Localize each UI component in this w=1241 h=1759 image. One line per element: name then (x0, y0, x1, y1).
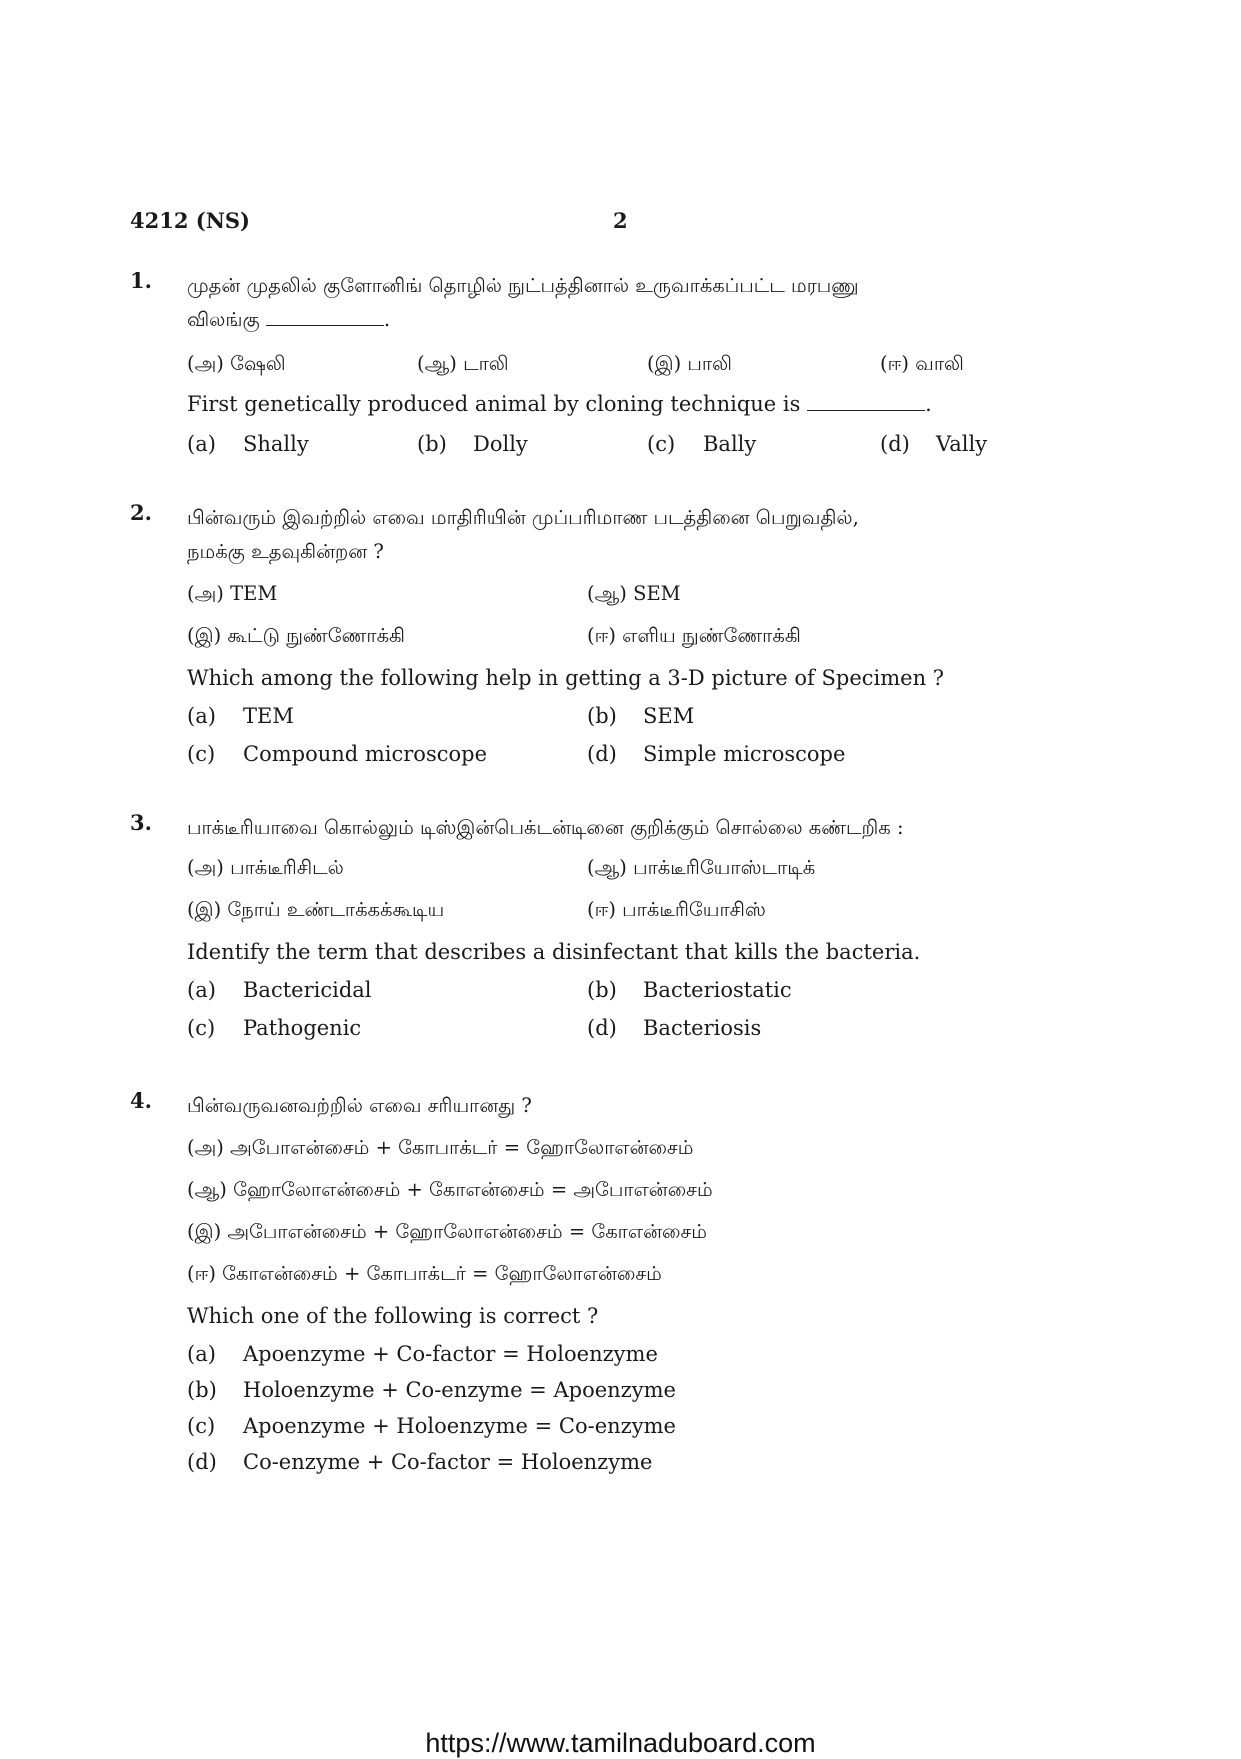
page-header (130, 208, 1030, 238)
question-stem-english: First genetically produced animal by cloning technique is . (187, 392, 932, 416)
question-number: 3. (130, 810, 152, 835)
question-stem-english: Which one of the following is correct ? (187, 1304, 599, 1328)
answer-blank (807, 390, 925, 411)
options-english-row (187, 972, 1060, 1010)
option-b: (b) Bacteriostatic (587, 978, 792, 1002)
footer-url[interactable]: https://www.tamilnaduboard.com (425, 1728, 816, 1758)
option-d: (d) Bacteriosis (587, 1016, 762, 1040)
question-number: 1. (130, 268, 152, 293)
option-d: (d) Simple microscope (587, 742, 846, 766)
option-c: (c) Apoenzyme + Holoenzyme = Co-enzyme (187, 1414, 676, 1438)
option-c-tamil: (இ) அபோஎன்சைம் + ஹோலோஎன்சைம் = கோஎன்சைம் (187, 1220, 707, 1243)
question-stem-tamil: முதன் முதலில் குளோனிங் தொழில் நுட்பத்தினால் உருவாக்கப்பட்ட மரபணு (187, 274, 859, 297)
question-stem-tamil: பின்வரும் இவற்றில் எவை மாதிரியின் முப்பரிமாண படத்தினை பெறுவதில், (187, 506, 859, 529)
question-stem-english: Which among the following help in getting a 3-D picture of Specimen ? (187, 666, 945, 690)
option-b: (b) SEM (587, 704, 695, 728)
options-english-row (187, 736, 1060, 774)
option-c: (c) Compound microscope (187, 742, 488, 766)
option-d-tamil: (ஈ) கோஎன்சைம் + கோபாக்டர் = ஹோலோஎன்சைம் (187, 1262, 662, 1285)
question-stem-tamil: பாக்டீரியாவை கொல்லும் டிஸ்இன்பெக்டன்டினை குறிக்கும் சொல்லை கண்டறிக : (187, 816, 904, 839)
option-d: (d) Vally (880, 432, 988, 456)
option-a: (a) Shally (187, 432, 309, 456)
options-english-row (187, 1010, 1060, 1048)
option-a-tamil: (அ) TEM (187, 582, 278, 605)
option-c-tamil: (இ) பாலி (647, 352, 732, 375)
question-number: 2. (130, 500, 152, 525)
option-a-tamil: (அ) அபோஎன்சைம் + கோபாக்டர் = ஹோலோஎன்சைம் (187, 1136, 694, 1159)
options-tamil-row (187, 576, 1060, 618)
option-c: (c) Pathogenic (187, 1016, 362, 1040)
option-b: (b) Holoenzyme + Co-enzyme = Apoenzyme (187, 1378, 676, 1402)
option-a: (a) TEM (187, 704, 294, 728)
option-c-tamil: (இ) கூட்டு நுண்ணோக்கி (187, 624, 406, 647)
option-d-tamil: (ஈ) பாக்டீரியோசிஸ் (587, 898, 766, 921)
options-tamil-row (187, 346, 1060, 386)
option-a-tamil: (அ) ஷேலி (187, 352, 286, 375)
exam-page: 4212 (NS) 2 1. முதன் முதலில் குளோனிங் தொழில் நுட்பத்தினால் உருவாக்கப்பட்ட மரபணு விலங்கு . (அ) ஷேலி (ஆ) டாலி (இ) பாலி (ஈ) வாலி First genetically produced animal by cloning technique is . (a) Shally (b) Dolly (c) Bally (d) Vally 2. பின்வரும் இவற்றில் எவை மாதிரியின் முப்பரிமாண படத்தினை பெறுவதில், நமக்கு உதவுகின்றன ? (அ) TEM (ஆ) SEM (இ) கூட்டு நுண்ணோக்கி (ஈ) எளிய நுண்ணோக்கி Which among the following help in getting a 3-D picture of Specimen ? (a) TEM (b) SEM (c) Compound microscope (d) Simple microscope 3. பாக்டீரியாவை கொல்லும் டிஸ்இன்பெக்டன்டினை குறிக்கும் சொல்லை கண்டறிக : (அ) பாக்டீரிசிடல் (ஆ) பாக்டீரியோஸ்டாடிக் (இ) நோய் உண்டாக்கக்கூடிய (ஈ) பாக்டீரியோசிஸ் Identify the term that describes a disinfectant that kills the bacteria. (a) Bactericidal (b) Bacteriostatic (c) Pathogenic (d) Bacteriosis 4. பின்வருவனவற்றில் எவை சரியானது ? (அ) அபோஎன்சைம் + கோபாக்டர் = ஹோலோஎன்சைம் (ஆ) ஹோலோஎன்சைம் + கோஎன்சைம் = அபோஎன்சைம் (இ) அபோஎன்சைம் + ஹோலோஎன்சைம் = கோஎன்சைம் (ஈ) கோஎன்சைம் + கோபாக்டர் = ஹோலோஎன்சைம் Which one of the following is correct ? (a) Apoenzyme + Co-factor = Holoenzyme (b) Holoenzyme + Co-enzyme = Apoenzyme (c) Apoenzyme + Holoenzyme = Co-enzyme (d) Co-enzyme + Co-factor = Holoenzyme https://www.tamilnaduboard.com (0, 0, 1241, 1754)
answer-blank (266, 305, 384, 326)
option-b-tamil: (ஆ) ஹோலோஎன்சைம் + கோஎன்சைம் = அபோஎன்சைம் (187, 1178, 713, 1201)
question-stem-tamil: பின்வருவனவற்றில் எவை சரியானது ? (187, 1094, 532, 1117)
option-a: (a) Bactericidal (187, 978, 372, 1002)
option-c: (c) Bally (647, 432, 757, 456)
options-tamil-row (187, 892, 1060, 934)
option-c-tamil: (இ) நோய் உண்டாக்கக்கூடிய (187, 898, 445, 921)
paper-code: 4212 (NS) (130, 208, 250, 233)
option-d-tamil: (ஈ) எளிய நுண்ணோக்கி (587, 624, 801, 647)
options-english-row (187, 426, 1060, 466)
question-stem-english: Identify the term that describes a disinfectant that kills the bacteria. (187, 940, 921, 964)
option-b-tamil: (ஆ) டாலி (417, 352, 509, 375)
question-number: 4. (130, 1088, 152, 1113)
options-tamil-row (187, 850, 1060, 892)
option-d: (d) Co-enzyme + Co-factor = Holoenzyme (187, 1450, 653, 1474)
option-b: (b) Dolly (417, 432, 528, 456)
option-d-tamil: (ஈ) வாலி (880, 352, 964, 375)
option-b-tamil: (ஆ) SEM (587, 582, 681, 605)
options-english-row (187, 698, 1060, 736)
option-a-tamil: (அ) பாக்டீரிசிடல் (187, 856, 344, 879)
option-b-tamil: (ஆ) பாக்டீரியோஸ்டாடிக் (587, 856, 816, 879)
option-a: (a) Apoenzyme + Co-factor = Holoenzyme (187, 1342, 658, 1366)
options-tamil-row (187, 618, 1060, 660)
page-number: 2 (613, 208, 628, 233)
